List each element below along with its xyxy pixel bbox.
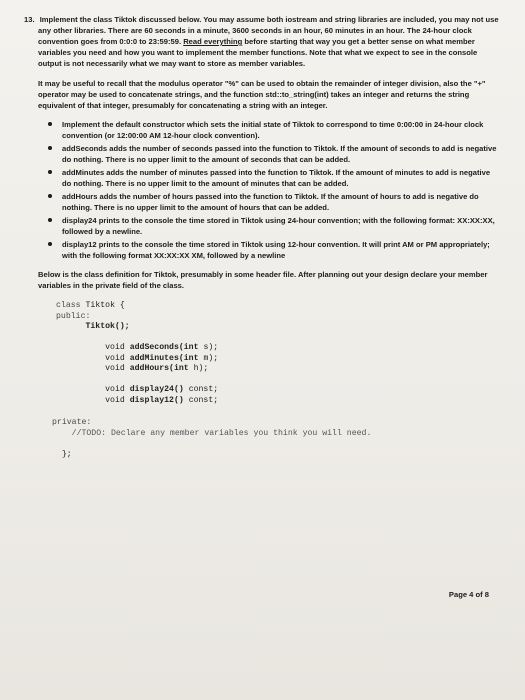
code-add-minutes: addMinutes(int (129, 353, 199, 363)
code-class-name: Tiktok { (85, 301, 125, 310)
requirements-list (24, 119, 500, 261)
code-add-seconds: addSeconds(int (129, 343, 199, 352)
code-class-close: }; (61, 449, 72, 459)
intro-text-1: Implement the class Tiktok discussed below. You may assume both iostream and string libraries are included, you may not use any other libraries. There are 60 seconds in a minute, 3600 seconds in an hour, 60 minutes in an hour. The 24-hour clock convention goes from 0:0:0 to 23:59:59. (38, 15, 499, 46)
question-number: 13. (24, 15, 35, 24)
code-class-keyword: class (56, 301, 81, 310)
list-item: display12 prints to the console the time stored in Tiktok using 12-hour convention. It will print AM or PM appropriately; with the following format XX:XX:XX XM, followed by a newline (50, 239, 500, 261)
bullet-icon (48, 146, 52, 150)
code-display12: display12() (129, 395, 184, 405)
hint-paragraph: It may be useful to recall that the modulus operator "%" can be used to obtain the remainder of integer division, also the "+" operator may be used to concatenate strings, and the function std::to_string(int) takes an integer and returns the string equivalent of that integer, presumably for concatenating a string with an integer. (38, 79, 486, 110)
bullet-icon (48, 242, 52, 246)
question-content (24, 14, 500, 460)
class-intro-paragraph: Below is the class definition for Tiktok, presumably in some header file. After planning out your design declare your member variables in the private field of the class. (38, 270, 488, 290)
code-constructor: Tiktok(); (85, 322, 130, 331)
code-todo-comment: //TODO: Declare any member variables you think you will need. (71, 428, 372, 438)
code-add-hours: addHours(int (129, 364, 189, 373)
bullet-icon (48, 194, 52, 198)
code-display24: display24() (129, 385, 184, 394)
code-private-label: private: (52, 418, 92, 427)
code-public-label: public: (56, 311, 91, 321)
code-block: class Tiktok { public: Tiktok(); void addSeconds(int s); void addMinutes(int m); void addHours(int h); void display24() const; void display12() const; (56, 301, 219, 405)
bullet-icon (48, 218, 52, 222)
list-item: addHours adds the number of hours passed into the function to Tiktok. If the amount of hours to add is negative do nothing. There is no upper limit to the amount of hours that can be added. (50, 191, 500, 213)
question-intro (24, 14, 500, 69)
list-item: addSeconds adds the number of seconds passed into the function to Tiktok. If the amount of seconds to add is negative do nothing. There is no upper limit to the amount of seconds that can be added. (50, 143, 500, 165)
bullet-icon (48, 122, 52, 126)
intro-text-2: before starting that way you get a better sense on what member variables you need and how you want to implement the member functions. Note that what we expect to see in the console output is not necessarily what we may want to store as member variables. (38, 37, 478, 68)
list-item: Implement the default constructor which sets the initial state of Tiktok to correspond to time 0:00:00 in 24-hour clock convention (or 12:00:00 AM 12-hour clock convention). (50, 119, 500, 141)
read-everything-emphasis: Read everything (183, 37, 243, 46)
page-number: Page 4 of 8 (448, 590, 489, 599)
bullet-icon (48, 170, 52, 174)
list-item: display24 prints to the console the time stored in Tiktok using 24-hour convention; with the following format: XX:XX:XX, followed by a newline. (50, 215, 500, 237)
code-private-block (24, 418, 500, 460)
list-item: addMinutes adds the number of minutes passed into the function to Tiktok. If the amount of minutes to add is negative do nothing. There is no upper limit to the amount of minutes that can be added. (50, 167, 500, 189)
